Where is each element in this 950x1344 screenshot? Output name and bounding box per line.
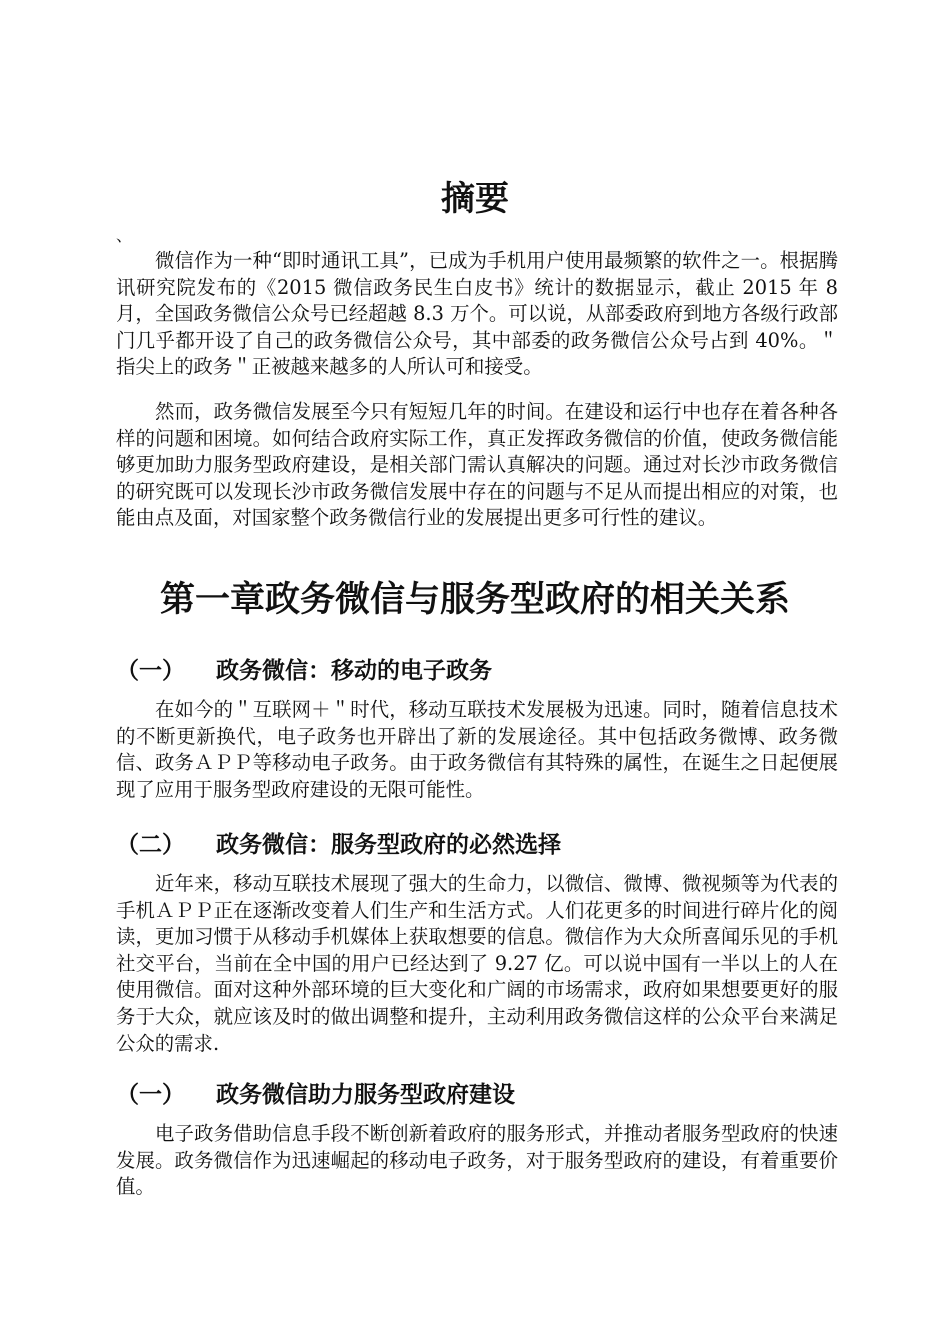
section-heading-2 <box>116 829 838 861</box>
section-title: 政务微信：服务型政府的必然选择 <box>216 831 561 858</box>
section-heading-1 <box>116 655 838 687</box>
section-title: 政务微信助力服务型政府建设 <box>216 1081 515 1108</box>
section-body-3: 电子政务借助信息手段不断创新着政府的服务形式，并推动者服务型政府的快速发展。政务微信作为迅速崛起的移动电子政务，对于服务型政府的建设，有着重要价值。 <box>116 1122 838 1199</box>
chapter-title: 第一章政务微信与服务型政府的相关关系 <box>159 579 790 620</box>
section-number: （一） <box>116 1081 185 1108</box>
section-body-1: 在如今的＂互联网＋＂时代，移动互联技术发展极为迅速。同时，随着信息技术的不断更新换代，电子政务也开辟出了新的发展途径。其中包括政务微博、政务微信、政务ＡＰＰ等移动电子政务。由于政务微信有其特殊的属性，在诞生之日起便展现了应用于服务型政府建设的无限可能性。 <box>116 698 838 801</box>
section-body-2: 近年来，移动互联技术展现了强大的生命力，以微信、微博、微视频等为代表的手机ＡＰＰ正在逐渐改变着人们生产和生活方式。人们花更多的时间进行碎片化的阅读，更加习惯于从移动手机媒体上获取想要的信息。微信作为大众所喜闻乐见的手机社交平台，当前在全中国的用户已经达到了 9.27 亿。可以说中国有一半以上的人在使用微信。面对这种外部环境的巨大变化和广阔的市场需求，政府如果想要更好的服务于大众，就应该及时的做出调整和提升，主动利用政务微信这样的公众平台来满足公众的需求. <box>116 872 838 1055</box>
abstract-paragraph-2: 然而，政务微信发展至今只有短短几年的时间。在建设和运行中也存在着各种各样的问题和困境。如何结合政府实际工作，真正发挥政务微信的价值，使政务微信能够更加助力服务型政府建设，是相关部门需认真解决的问题。通过对长沙市政务微信的研究既可以发现长沙市政务微信发展中存在的问题与不足从而提出相应的对策，也能由点及面，对国家整个政务微信行业的发展提出更多可行性的建议。 <box>116 400 838 530</box>
section-number: （一） <box>116 657 185 684</box>
abstract-title: 摘要 <box>441 179 509 219</box>
section-number: （二） <box>116 831 185 858</box>
section-title: 政务微信：移动的电子政务 <box>216 657 492 684</box>
stray-mark: 、 <box>116 226 133 245</box>
section-heading-3 <box>116 1079 838 1111</box>
abstract-paragraph-1: 微信作为一种“即时通讯工具”，已成为手机用户使用最频繁的软件之一。根据腾讯研究院发布的《2015 微信政务民生白皮书》统计的数据显示，截止 2015 年 8 月，全国政务微信公众号已经超越 8.3 万个。可以说，从部委政府到地方各级行政部门几乎都开设了自己的政务微信公众号，其中部委的政务微信公众号占到 40%。＂指尖上的政务＂正被越来越多的人所认可和接受。 <box>116 249 838 379</box>
